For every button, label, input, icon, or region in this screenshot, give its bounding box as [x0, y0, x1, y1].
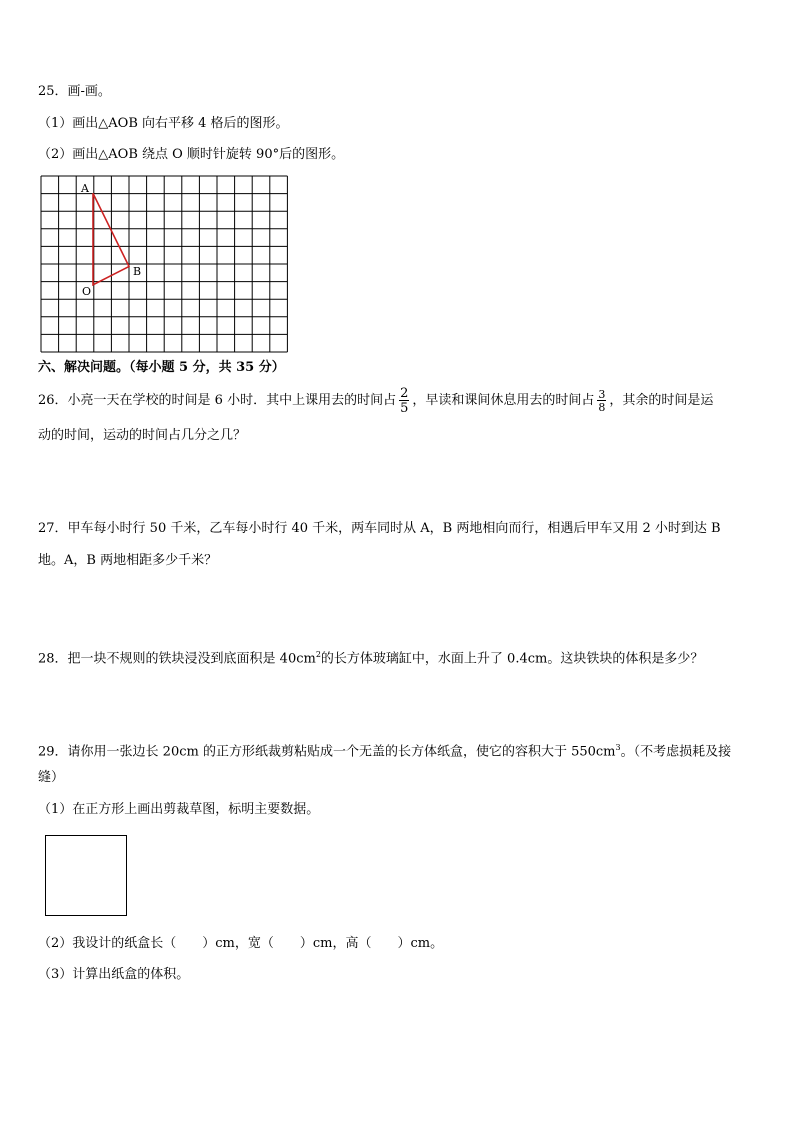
fraction-numerator: 3 — [598, 387, 606, 401]
square-paper-sketch-box — [45, 835, 127, 916]
q25-title: 25．画-画。 — [38, 84, 111, 99]
q26-line2: 动的时间，运动的时间占几分之几？ — [38, 428, 247, 443]
section-6-title: 六、解决问题。（每小题 5 分，共 35 分） — [38, 360, 285, 375]
q29-part3: （3）计算出纸盒的体积。 — [38, 967, 190, 982]
fraction-denominator: 5 — [400, 400, 409, 416]
transformation-grid — [40, 175, 288, 353]
q25-part2: （2）画出△AOB 绕点 O 顺时针旋转 90°后的图形。 — [38, 147, 345, 162]
point-b-label: B — [133, 265, 142, 278]
q27-line1: 27．甲车每小时行 50 千米，乙车每小时行 40 千米，两车同时从 A，B 两地相向而行，相遇后甲车又用 2 小时到达 B — [38, 521, 721, 536]
grid-lines — [41, 176, 287, 352]
q27-line2: 地。A，B 两地相距多少千米？ — [38, 553, 218, 568]
q29-text-a: 29．请你用一张边长 20cm 的正方形纸裁剪粘贴成一个无盖的长方体纸盒，使它的容积大于 550cm — [38, 744, 616, 760]
q26-text-a: 26．小亮一天在学校的时间是 6 小时．其中上课用去的时间占 — [38, 393, 397, 408]
q26-text-c: ，其余的时间是运 — [609, 393, 714, 408]
q29-superscript: 3 — [615, 743, 621, 752]
fraction-three-eighths — [597, 389, 606, 413]
point-a-label: A — [81, 182, 89, 195]
q28-text-a: 28．把一块不规则的铁块浸没到底面积是 40cm — [38, 651, 316, 667]
fraction-denominator: 8 — [598, 400, 606, 414]
q29-part1: （1）在正方形上画出剪裁草图，标明主要数据。 — [38, 802, 320, 817]
fraction-two-fifths — [399, 387, 409, 415]
q26-line1 — [38, 386, 713, 416]
q25-part1: （1）画出△AOB 向右平移 4 格后的图形。 — [38, 116, 289, 131]
q26-text-b: ，早读和课间休息用去的时间占 — [412, 393, 595, 408]
q28-superscript: 2 — [315, 650, 321, 659]
q28-line — [38, 647, 703, 667]
q29-line1 — [38, 740, 731, 760]
q29-part2: （2）我设计的纸盒长（ ）cm，宽（ ）cm，高（ ）cm。 — [38, 936, 444, 951]
fraction-numerator: 2 — [400, 385, 409, 401]
point-o-label: O — [82, 285, 92, 298]
q29-line2: 缝） — [38, 770, 65, 785]
q29-text-b: 。（不考虑损耗及接 — [620, 744, 732, 760]
q28-text-b: 的长方体玻璃缸中，水面上升了 0.4cm。这块铁块的体积是多少？ — [320, 651, 704, 667]
